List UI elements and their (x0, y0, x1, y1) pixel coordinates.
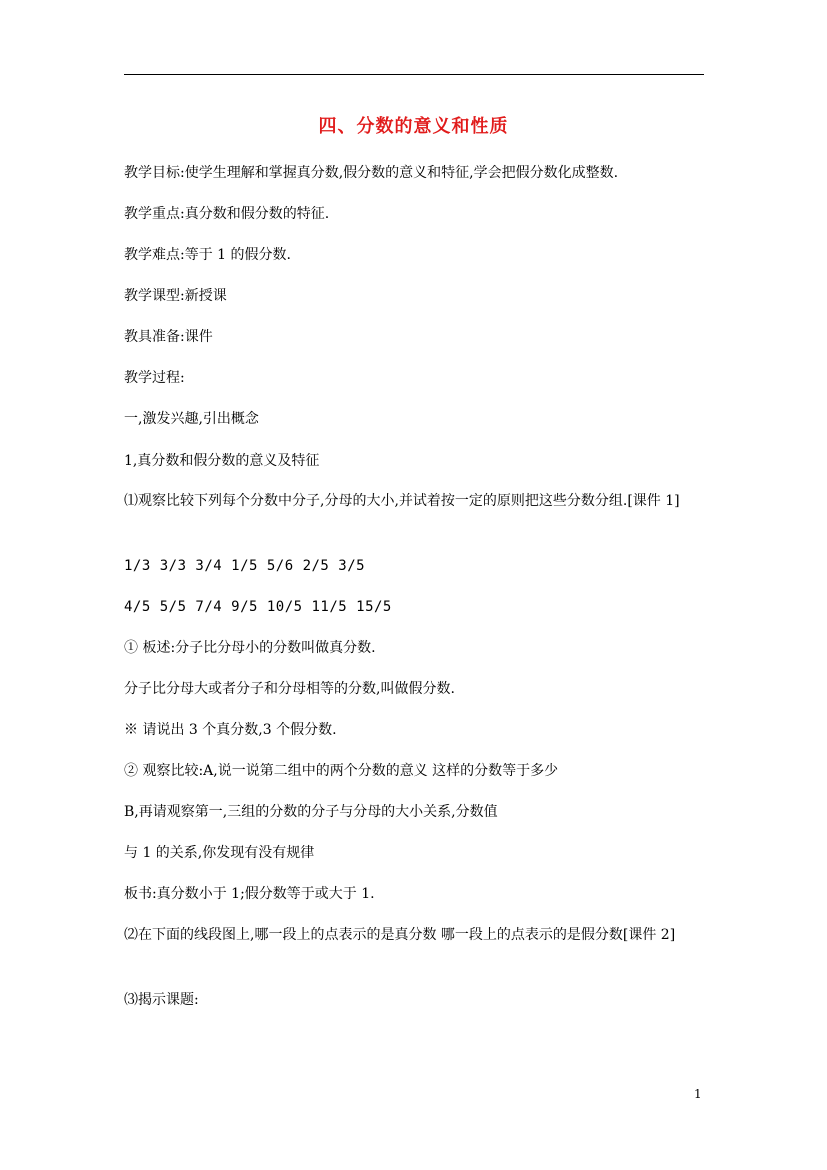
board-note-proper-fraction: ① 板述:分子比分母小的分数叫做真分数. (124, 640, 376, 656)
relation-to-one: 与 1 的关系,你发现有没有规律 (124, 845, 315, 861)
header-rule (124, 74, 704, 75)
teaching-process-heading: 教学过程: (124, 370, 185, 386)
exercise-note: ※ 请说出 3 个真分数,3 个假分数. (124, 722, 337, 738)
section-one-heading: 一,激发兴趣,引出概念 (124, 411, 259, 427)
line-segment-question: ⑵在下面的线段图上,哪一段上的点表示的是真分数 哪一段上的点表示的是假分数[课件 2] (124, 927, 676, 943)
page-number: 1 (694, 1087, 702, 1101)
page-title: 四、分数的意义和性质 (318, 116, 509, 137)
observe-compare-a: ② 观察比较:A,说一说第二组中的两个分数的意义 这样的分数等于多少 (124, 763, 559, 779)
lesson-type: 教学课型:新授课 (124, 288, 227, 304)
board-summary: 板书:真分数小于 1;假分数等于或大于 1. (124, 886, 375, 902)
teaching-goal: 教学目标:使学生理解和掌握真分数,假分数的意义和特征,学会把假分数化成整数. (124, 165, 619, 181)
teaching-aids: 教具准备:课件 (124, 329, 213, 345)
teaching-focus: 教学重点:真分数和假分数的特征. (124, 206, 330, 222)
improper-fraction-definition: 分子比分母大或者分子和分母相等的分数,叫做假分数. (124, 681, 455, 697)
observe-compare-b: B,再请观察第一,三组的分数的分子与分母的大小关系,分数值 (124, 804, 498, 820)
reveal-topic: ⑶揭示课题: (124, 992, 199, 1008)
fractions-row-2: 4/5 5/5 7/4 9/5 10/5 11/5 15/5 (124, 599, 392, 615)
fractions-row-1: 1/3 3/3 3/4 1/5 5/6 2/5 3/5 (124, 558, 366, 574)
subsection-heading: 1,真分数和假分数的意义及特征 (124, 453, 320, 469)
observe-compare-paragraph: ⑴观察比较下列每个分数中分子,分母的大小,并试着按一定的原则把这些分数分组.[课件 1] (124, 493, 680, 509)
teaching-difficulty: 教学难点:等于 1 的假分数. (124, 247, 291, 263)
